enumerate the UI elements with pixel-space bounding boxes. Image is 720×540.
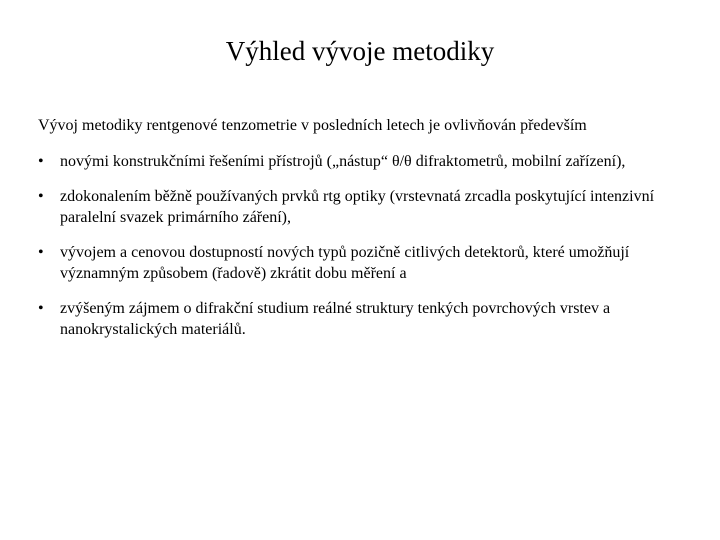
bullet-dot-icon: • [38, 300, 44, 317]
bullet-dot-icon: • [38, 244, 44, 261]
slide-title: Výhled vývoje metodiky [225, 36, 495, 66]
intro-text: Vývoj metodiky rentgenové tenzometrie v posledních letech je ovlivňován především [38, 117, 587, 134]
bullet-dot-icon: • [38, 153, 44, 170]
bullet-item [38, 151, 708, 172]
bullet-item [38, 242, 708, 284]
bullet-item [38, 186, 708, 228]
bullet-dot-icon: • [38, 188, 44, 205]
bullet-text: novými konstrukčními řešeními přístrojů („nástup“ θ/θ difraktometrů, mobilní zařízení), [60, 153, 626, 170]
bullet-text: vývojem a cenovou dostupností nových typů pozičně citlivých detektorů, které umožňují významným způsobem (řadově) zkrátit dobu měření a [60, 244, 630, 282]
bullet-text: zvýšeným zájmem o difrakční studium reálné struktury tenkých povrchových vrstev a nanokrystalických materiálů. [60, 300, 611, 338]
bullet-list [38, 151, 708, 354]
bullet-item [38, 298, 708, 340]
bullet-text: zdokonalením běžně používaných prvků rtg optiky (vrstevnatá zrcadla poskytující intenzivní paralelní svazek primárního záření), [60, 188, 655, 226]
